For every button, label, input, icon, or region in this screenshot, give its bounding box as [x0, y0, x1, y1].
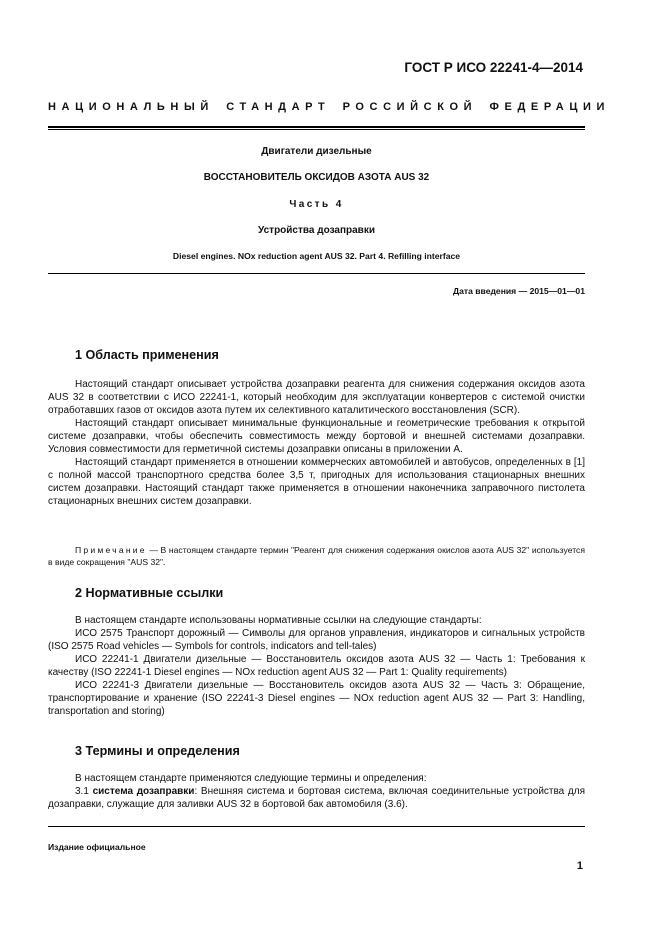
note-text: — В настоящем стандарте термин "Реагент для снижения содержания окислов азота AUS 32" используется в виде сокращения "AUS 32". [48, 545, 585, 567]
title-divider [48, 273, 585, 274]
section-3-heading: 3 Термины и определения [75, 744, 240, 758]
section-2-reference-iso-2575: ИСО 2575 Транспорт дорожный — Символы для органов управления, индикаторов и сигнальных устройств (ISO 2575 Road vehicles — Symbols for controls, indicators and tell-tales) [48, 628, 585, 652]
section-3-body [48, 772, 585, 811]
title-english: Diesel engines. NOx reduction agent AUS 32. Part 4. Refilling interface [172, 251, 461, 261]
section-1-paragraph-3: Настоящий стандарт применяется в отношении коммерческих автомобилей и автобусов, определенных в [1] с полной массой транспортного средства более 3,5 т, пригодных для использования стационарных внешних систем дозаправки. Настоящий стандарт также применяется в отношении наконечника заправочного пистолета стационарных внешних систем дозаправки. [48, 457, 585, 507]
section-2-paragraph-1: В настоящем стандарте использованы нормативные ссылки на следующие стандарты: [75, 615, 482, 626]
section-2-reference-iso-22241-3: ИСО 22241-3 Двигатели дизельные — Восстановитель оксидов азота AUS 32 — Часть 3: Обращение, транспортирование и хранение (ISO 22241-3 Diesel engines — NOx reduction agent AUS 32 — Part 3: Handling, transportation and storing) [48, 680, 585, 717]
section-2-reference-iso-22241-1: ИСО 22241-1 Двигатели дизельные — Восстановитель оксидов азота AUS 32 — Часть 1: Требования к качеству (ISO 22241-1 Diesel engines — NOx reduction agent AUS 32 — Part 1: Quality requirements) [48, 654, 585, 678]
note-label: Примечание [75, 545, 147, 555]
term-number: 3.1 [75, 786, 93, 797]
title-line-4: Устройства дозаправки [258, 225, 375, 236]
top-divider-thin [48, 129, 585, 130]
title-line-2: ВОССТАНОВИТЕЛЬ ОКСИДОВ АЗОТА AUS 32 [203, 172, 430, 183]
document-id: ГОСТ Р ИСО 22241-4—2014 [404, 60, 583, 75]
section-1-paragraph-1: Настоящий стандарт описывает устройства дозаправки реагента для снижения содержания оксидов азота AUS 32 в соответствии с ИСО 22241-1, который необходим для эксплуатации конвертеров с системой очистки отработавших газов от оксидов азота путем их селективного каталитического восстановления (SCR). [48, 379, 585, 416]
section-1-body [48, 378, 585, 508]
official-edition-label: Издание официальное [48, 842, 146, 852]
top-divider-thick [48, 126, 585, 128]
section-2-body [48, 614, 585, 718]
title-part: Часть 4 [289, 199, 344, 210]
page-number: 1 [576, 860, 583, 872]
title-line-1: Двигатели дизельные [261, 146, 372, 157]
section-1-note [48, 544, 585, 568]
national-standard-banner: НАЦИОНАЛЬНЫЙ СТАНДАРТ РОССИЙСКОЙ ФЕДЕРАЦИИ [48, 101, 610, 113]
term-3-1 [48, 785, 585, 811]
section-3-paragraph-1: В настоящем стандарте применяются следующие термины и определения: [75, 773, 427, 784]
section-1-heading: 1 Область применения [75, 348, 219, 362]
term-definition: : Внешняя система и бортовая система, включая соединительные устройства для дозаправки, служащие для заливки AUS 32 в бортовой бак автомобиля (3.6). [48, 786, 586, 810]
term-name: система дозаправки [92, 786, 195, 797]
section-1-paragraph-2: Настоящий стандарт описывает минимальные функциональные и геометрические требования к открытой системе дозаправки, чтобы обеспечить совместимость между бортовой и внешней системами дозаправки. Условия совместимости для герметичной системы дозаправки описаны в приложении А. [48, 418, 585, 455]
section-2-heading: 2 Нормативные ссылки [75, 586, 224, 600]
footer-divider [48, 826, 585, 827]
introduction-date: Дата введения — 2015—01—01 [452, 286, 585, 296]
